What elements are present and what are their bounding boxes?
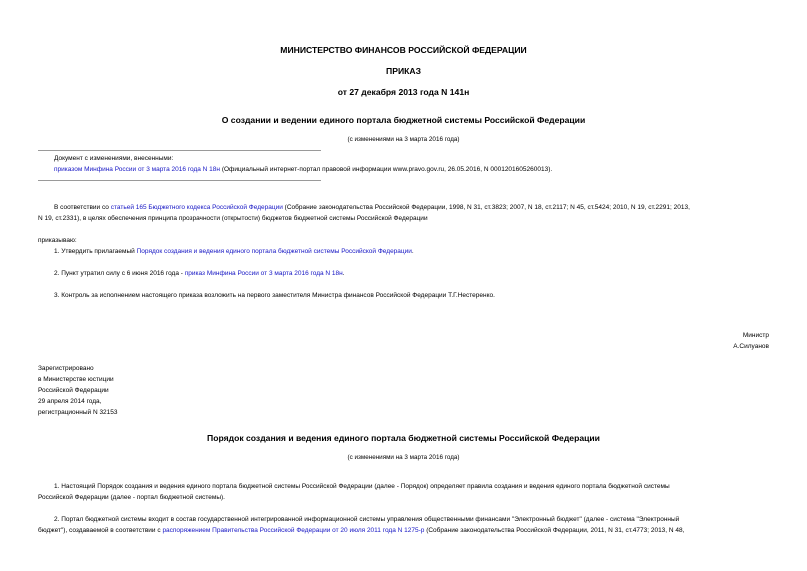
item-2 <box>54 268 345 279</box>
note-bottom-divider <box>38 180 321 181</box>
registration-line-4: 29 апреля 2014 года, <box>38 398 102 405</box>
appendix-title: Порядок создания и ведения единого портала бюджетной системы Российской Федерации <box>207 433 600 443</box>
item-2-prefix: 2. Пункт утратил силу с 6 июня 2016 года - <box>54 270 185 277</box>
preamble-line-2: N 19, ст.2331), в целях обеспечения принципа прозрачности (открытости) бюджетов бюджетной системы Российской Федерации <box>38 215 428 222</box>
note-line-1: Документ с изменениями, внесенными: <box>54 155 174 162</box>
appendix-para-2-prefix: бюджет"), создаваемой в соответствии с <box>38 527 163 534</box>
note-amendment-link[interactable]: приказом Минфина России от 3 марта 2016 года N 18н <box>54 166 221 173</box>
repeal-order-link[interactable]: приказ Минфина России от 3 марта 2016 года N 18н <box>184 270 343 277</box>
order-date: от 27 декабря 2013 года N 141н <box>337 87 470 97</box>
appendix-para-2-line-1: 2. Портал бюджетной системы входит в состав государственной интегрированной информационной системы управления общественными финансами "Электронный бюджет" (далее - система "Электронный <box>54 516 680 523</box>
government-decree-link[interactable]: распоряжением Правительства Российской Федерации от 20 июля 2011 года N 1275-р <box>162 527 425 534</box>
item-2-suffix: . <box>342 270 345 277</box>
note-line-2 <box>54 164 552 175</box>
preamble-line-1 <box>54 202 690 213</box>
registration-line-5: регистрационный N 32153 <box>38 409 118 416</box>
order-amended-note: (с изменениями на 3 марта 2016 года) <box>347 136 460 143</box>
item-3: 3. Контроль за исполнением настоящего приказа возложить на первого заместителя Министра финансов Российской Федерации Т.Г.Нестеренко. <box>54 292 495 299</box>
appendix-para-2-rest: (Собрание законодательства Российской Федерации, 2011, N 31, ст.4773; 2013, N 48, <box>424 527 685 534</box>
signature-title: Министр <box>742 332 769 339</box>
order-subject: О создании и ведении единого портала бюджетной системы Российской Федерации <box>221 115 586 125</box>
preamble-line-1-rest: (Собрание законодательства Российской Федерации, 1998, N 31, ст.3823; 2007, N 18, ст.2117; N 45, ст.5424; 2010, N 19, ст.2291; 2013, <box>282 204 690 211</box>
preamble-prefix: В соответствии со <box>54 204 111 211</box>
budget-code-link[interactable]: статьей 165 Бюджетного кодекса Российской Федерации <box>110 204 283 211</box>
ministry-heading: МИНИСТЕРСТВО ФИНАНСОВ РОССИЙСКОЙ ФЕДЕРАЦИИ <box>280 45 527 55</box>
appendix-para-2-line-2 <box>38 525 684 536</box>
order-word: приказываю: <box>38 237 77 244</box>
item-1 <box>54 246 414 257</box>
procedure-link[interactable]: Порядок создания и ведения единого портала бюджетной системы Российской Федерации <box>136 248 412 255</box>
note-top-divider <box>38 150 321 151</box>
signature-name: А.Силуанов <box>733 343 769 350</box>
order-heading: ПРИКАЗ <box>386 66 421 76</box>
appendix-para-1-line-1: 1. Настоящий Порядок создания и ведения единого портала бюджетной системы Российской Федерации (далее - Порядок) определяет правила создания и ведения единого портала бюджетной системы <box>54 483 670 490</box>
item-1-suffix: . <box>411 248 414 255</box>
appendix-amended-note: (с изменениями на 3 марта 2016 года) <box>347 454 460 461</box>
registration-line-2: в Министерстве юстиции <box>38 376 114 383</box>
registration-line-1: Зарегистрировано <box>38 365 94 372</box>
registration-line-3: Российской Федерации <box>38 387 109 394</box>
item-1-prefix: 1. Утвердить прилагаемый <box>54 248 137 255</box>
appendix-para-1-line-2: Российской Федерации (далее - портал бюджетной системы). <box>38 494 225 501</box>
note-source-text: (Официальный интернет-портал правовой информации www.pravo.gov.ru, 26.05.2016, N 0001201605260013). <box>220 166 553 173</box>
